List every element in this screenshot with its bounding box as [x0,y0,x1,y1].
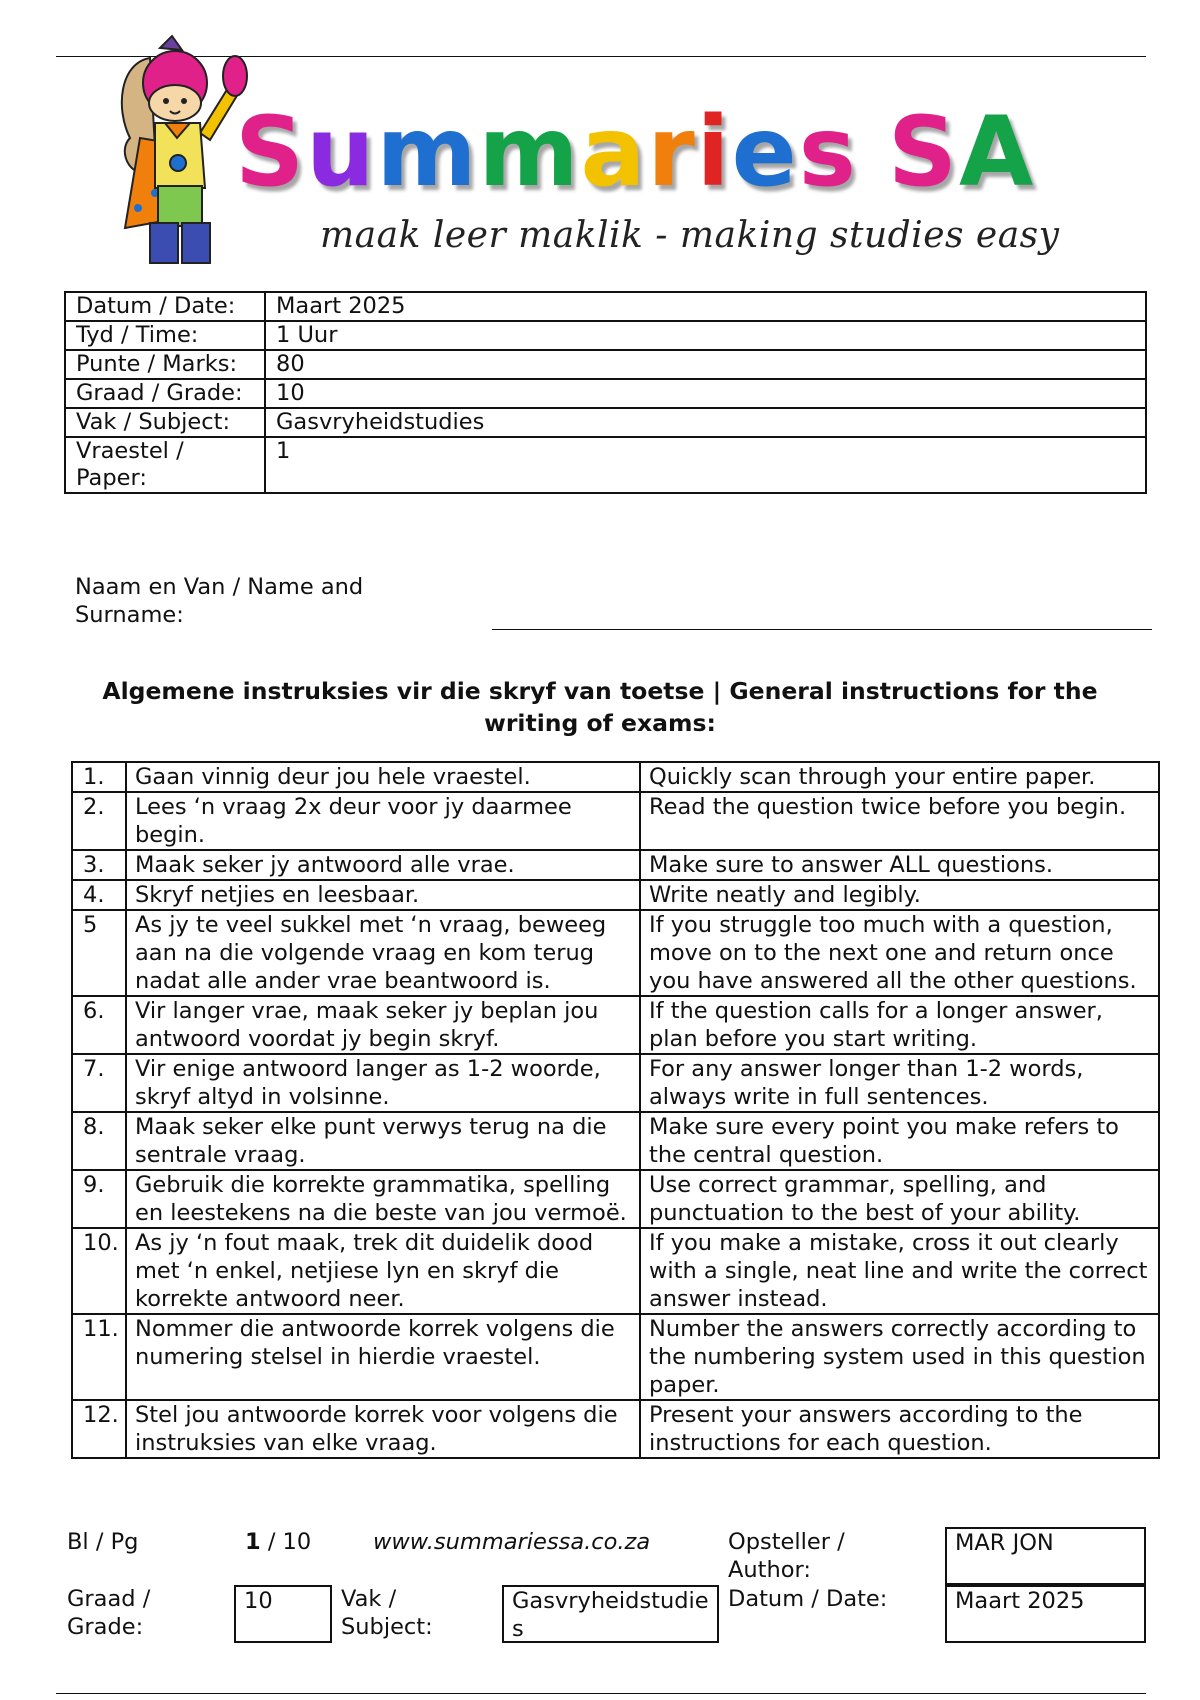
instruction-english: If you make a mistake, cross it out clearly with a single, neat line and write the correct answer instead. [640,1228,1159,1314]
logo-letter: A [958,96,1036,208]
instruction-afrikaans: Stel jou antwoorde korrek voor volgens die instruksies van elke vraag. [126,1400,640,1458]
info-row [65,292,1146,321]
instruction-english: Present your answers according to the instructions for each question. [640,1400,1159,1458]
info-label: Datum / Date: [65,292,265,321]
info-row [65,379,1146,408]
instruction-number: 1. [72,762,126,792]
footer-subject-box [502,1585,719,1643]
instruction-afrikaans: Gebruik die korrekte grammatika, spelling en leestekens na die beste van jou vermoë. [126,1170,640,1228]
info-value: 1 [265,437,1146,493]
instruction-row [72,1400,1159,1458]
instruction-number: 7. [72,1054,126,1112]
instruction-english: Make sure to answer ALL questions. [640,850,1159,880]
instruction-number: 10. [72,1228,126,1314]
instruction-row [72,762,1159,792]
info-row [65,437,1146,493]
instruction-number: 12. [72,1400,126,1458]
info-value: 10 [265,379,1146,408]
info-row [65,350,1146,379]
footer-author-label: Opsteller / Author: [728,1529,845,1583]
instruction-row [72,996,1159,1054]
info-label: Vraestel / Paper: [65,437,265,493]
exam-info-table [64,291,1147,494]
logo-letter: m [376,96,479,208]
instruction-english: Make sure every point you make refers to the central question. [640,1112,1159,1170]
logo-letter: i [696,96,732,208]
instruction-number: 5 [72,910,126,996]
footer-page-label: Bl / Pg [67,1529,139,1555]
instruction-number: 3. [72,850,126,880]
instruction-row [72,792,1159,850]
footer-website: www.summariessa.co.za [373,1529,651,1555]
instruction-number: 9. [72,1170,126,1228]
instruction-afrikaans: As jy ‘n fout maak, trek dit duidelik dood met ‘n enkel, netjiese lyn en skryf die korrekte antwoord neer. [126,1228,640,1314]
instruction-english: For any answer longer than 1-2 words, always write in full sentences. [640,1054,1159,1112]
instruction-afrikaans: Maak seker elke punt verwys terug na die sentrale vraag. [126,1112,640,1170]
instruction-number: 2. [72,792,126,850]
instruction-english: Use correct grammar, spelling, and punctuation to the best of your ability. [640,1170,1159,1228]
name-surname-label: Naam en Van / Name and Surname: [75,574,364,628]
instruction-row [72,910,1159,996]
instruction-english: Number the answers correctly according to the numbering system used in this question paper. [640,1314,1159,1400]
instruction-number: 4. [72,880,126,910]
logo-letter: S [887,96,959,208]
logo-letter: r [647,96,697,208]
logo-letter: s [798,96,858,208]
info-label: Graad / Grade: [65,379,265,408]
info-label: Punte / Marks: [65,350,265,379]
info-label: Tyd / Time: [65,321,265,350]
instruction-row [72,1228,1159,1314]
instruction-afrikaans: As jy te veel sukkel met ‘n vraag, beweeg aan na die volgende vraag en kom terug nadat alle ander vrae beantwoord is. [126,910,640,996]
bottom-rule [56,1693,1146,1694]
footer-page-current: 1 [245,1529,261,1555]
instruction-afrikaans: Maak seker jy antwoord alle vrae. [126,850,640,880]
footer-grade-value: 10 [244,1588,273,1614]
instruction-row [72,1314,1159,1400]
footer-date-label: Datum / Date: [728,1586,888,1612]
info-label: Vak / Subject: [65,408,265,437]
instruction-english: Write neatly and legibly. [640,880,1159,910]
footer-grade-box [234,1585,332,1643]
instruction-number: 11. [72,1314,126,1400]
logo-letter: u [306,96,377,208]
info-value: 80 [265,350,1146,379]
instruction-row [72,850,1159,880]
info-value: Gasvryheidstudies [265,408,1146,437]
instruction-english: If the question calls for a longer answer, plan before you start writing. [640,996,1159,1054]
logo-letter: S [235,96,307,208]
footer-author-value: MAR JON [955,1530,1054,1556]
instruction-row [72,1054,1159,1112]
instruction-afrikaans: Vir langer vrae, maak seker jy beplan jou antwoord voordat jy begin skryf. [126,996,640,1054]
name-surname-input-line[interactable] [492,629,1152,630]
footer-subject-value: Gasvryheidstudies [512,1588,709,1642]
instruction-row [72,1170,1159,1228]
footer-date-box [945,1585,1146,1643]
instruction-afrikaans: Nommer die antwoorde korrek volgens die numering stelsel in hierdie vraestel. [126,1314,640,1400]
logo-wordmark [235,96,1036,208]
footer-subject-label: Vak / Subject: [341,1586,433,1640]
footer-page-total: / 10 [267,1529,312,1555]
logo-letter: a [580,96,648,208]
instruction-number: 8. [72,1112,126,1170]
info-value: Maart 2025 [265,292,1146,321]
instruction-number: 6. [72,996,126,1054]
instruction-row [72,1112,1159,1170]
info-value: 1 Uur [265,321,1146,350]
instruction-afrikaans: Gaan vinnig deur jou hele vraestel. [126,762,640,792]
footer-grade-label: Graad / Grade: [67,1586,151,1640]
footer-page-number [245,1528,311,1556]
logo-tagline: maak leer maklik - making studies easy [320,215,1060,256]
logo-letter: m [478,96,581,208]
instructions-title: Algemene instruksies vir die skryf van toetse | General instructions for the writing of exams: [102,677,1098,737]
footer-author-box [945,1527,1146,1585]
instruction-row [72,880,1159,910]
instruction-english: Read the question twice before you begin. [640,792,1159,850]
info-row [65,321,1146,350]
instruction-afrikaans: Vir enige antwoord langer as 1-2 woorde, skryf altyd in volsinne. [126,1054,640,1112]
footer-date-value: Maart 2025 [955,1588,1085,1614]
instruction-afrikaans: Lees ‘n vraag 2x deur voor jy daarmee begin. [126,792,640,850]
instruction-english: Quickly scan through your entire paper. [640,762,1159,792]
instructions-table [71,761,1160,1459]
info-row [65,408,1146,437]
logo-letter: e [731,96,799,208]
instruction-english: If you struggle too much with a question, move on to the next one and return once you have answered all the other questions. [640,910,1159,996]
instruction-afrikaans: Skryf netjies en leesbaar. [126,880,640,910]
